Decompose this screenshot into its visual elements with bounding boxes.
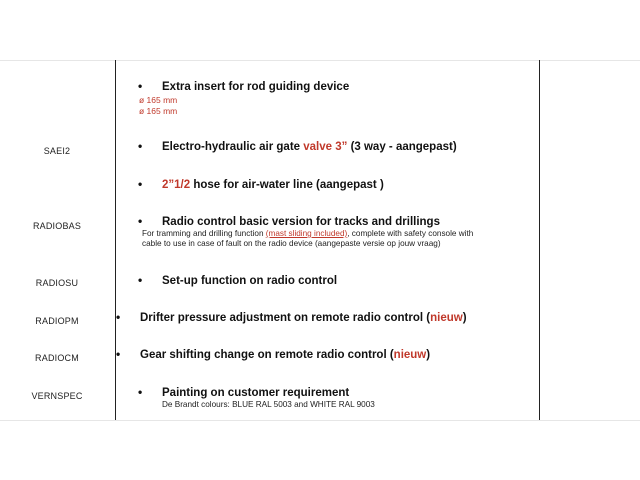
row-code: VERNSPEC [31,391,83,401]
row-title: Painting on customer requirement [162,387,350,399]
row-desc: De Brandt colours: BLUE RAL 5003 and WHITE RAL 9003 [162,400,375,409]
bullet-icon: • [116,310,121,324]
row-title: Set-up function on radio control [162,275,338,287]
row-gear-shift [116,347,430,361]
bullet-icon: • [116,347,121,361]
row-radio-basic [138,214,473,249]
row-title-highlight: 2”1/2 [162,179,191,191]
bullet-icon: • [138,79,143,93]
bullet-icon: • [138,214,143,228]
bullet-icon: • [138,177,143,191]
row-hose [138,177,384,191]
row-title-part: Drifter pressure adjustment on remote radio control ( [140,312,431,324]
bottom-divider [0,420,640,421]
row-code: RADIOPM [35,316,79,326]
row-drifter [116,310,467,324]
row-title-part: Electro-hydraulic air gate [162,141,304,153]
row-title-part: ) [426,349,431,361]
row-title-part: hose for air-water line (aangepast ) [190,179,384,191]
bullet-icon: • [138,385,143,399]
row-title-part: ) [462,312,467,324]
row-title-highlight: nieuw [430,312,463,324]
row-title-highlight: valve 3” [303,141,348,153]
row-code: RADIOSU [35,278,79,288]
right-column-border [539,60,540,420]
row-setup [138,273,337,287]
row-code: SAEI2 [43,146,71,156]
row-desc: cable to use in case of fault on the radio device (aangepaste versie op jouw vraag) [142,239,441,248]
row-title: Radio control basic version for tracks and drillings [162,216,440,228]
row-painting [138,385,375,410]
top-divider [0,60,640,61]
row-air-gate [138,139,457,153]
row-title-highlight: nieuw [393,349,427,361]
row-sub-value: ø 165 mm [139,106,178,116]
row-sub-value: ø 165 mm [139,95,178,105]
row-desc: For tramming and drilling function [142,229,266,238]
row-extra-insert [138,79,349,117]
row-title-part: Gear shifting change on remote radio control ( [140,349,394,361]
row-title: Extra insert for rod guiding device [162,81,350,93]
row-title-part: (3 way - aangepast) [347,141,457,153]
bullet-icon: • [138,139,143,153]
row-desc-highlight: (mast sliding included) [265,229,348,238]
bullet-icon: • [138,273,143,287]
left-column-border [115,60,116,420]
row-desc: , complete with safety console with [347,229,474,238]
row-code: RADIOBAS [32,221,82,231]
row-code: RADIOCM [35,353,79,363]
